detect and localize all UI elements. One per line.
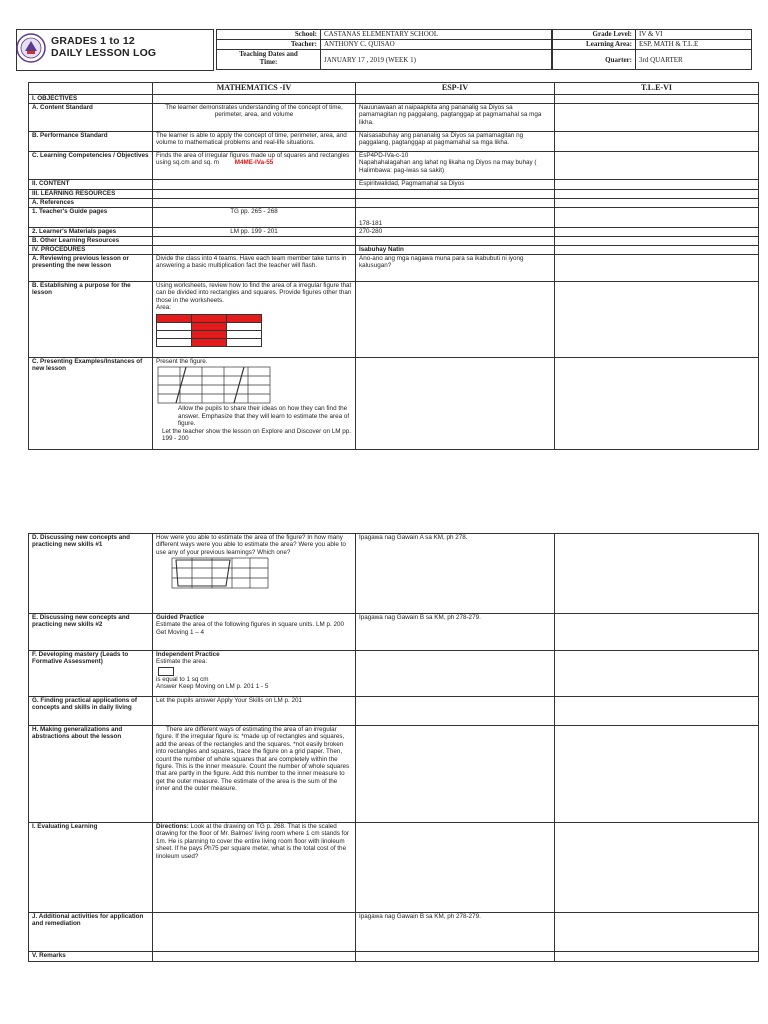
lm-pages-esp: 270-280 [356,228,555,237]
row-applications: G. Finding practical applications of concepts and skills in daily living [29,697,153,726]
area-label: Learning Area: [553,40,636,50]
lesson-log-table [28,82,759,450]
competencies-code: M4ME-IVa-55 [234,159,274,167]
quarter-label: Quarter: [553,50,636,70]
dates-label [217,50,321,70]
content-std-math: The learner demonstrates understanding of the concept of time, perimeter, area, and volume [153,104,356,132]
form-title-line2: DAILY LESSON LOG [51,47,157,59]
row-competencies: C. Learning Competencies / Objectives [29,152,153,180]
row-tg-pages: 1. Teacher's Guide pages [29,208,153,228]
discussing2-math-title: Guided Practice [156,614,204,621]
discussing1-math-text: How were you able to estimate the area of the figure? In how many different ways were you able to estimate the area? Were you able to use any of your previous learnings? Which one? [156,534,346,556]
mastery-math [153,651,356,697]
competencies-esp-text: Napahahalagahan ang lahat ng likaha ng Diyos na may buhay ( Halimbawa: pag-iwas sa sakit) [359,159,537,174]
perf-std-math: The learner is able to apply the concept of time, perimeter, area, and volume to mathematical problems and real-life situations. [153,132,356,152]
perf-std-esp: Naisasabuhay ang pananalig sa Diyos sa pamamagitan ng paggalang, pagtanggap at pagmamahal sa mga likha. [356,132,555,152]
evaluating-math [153,823,356,913]
deped-seal-icon [16,33,46,63]
school-label: School: [217,30,321,40]
dates-label-line1: Teaching Dates and [239,50,298,58]
row-presenting: C. Presenting Examples/Instances of new lesson [29,358,153,450]
row-content: II. CONTENT [29,180,153,190]
row-additional: J. Additional activities for application and remediation [29,913,153,952]
reviewing-math: Divide the class into 4 teams. Have each team member take turns in answering a basic multiplication fact the teacher will flash. [153,255,356,282]
discussing2-math [153,614,356,651]
tg-pages-esp: 178-181 [356,208,555,228]
purpose-math-text: Using worksheets, review how to find the area of a irregular figure that can be divided into rectangles and squares. Provide figures other than those in the worksheets. [156,282,352,304]
row-mastery: F. Developing mastery (Leads to Formative Assessment) [29,651,153,697]
row-other-resources: B. Other Learning Resources [29,237,153,246]
row-lm-pages: 2. Learner's Materials pages [29,228,153,237]
content-std-esp: Nauunawaan at naipaapkita ang pananalig sa Diyos sa pamamagitan ng paggalang, pagtanggap at pagmamahal sa mga likha. [356,104,555,132]
reviewing-esp: Ano-ano ang mga nagawa muna para sa ikabubuti ni iyong kalusugan? [356,255,555,282]
presenting-math [153,358,356,450]
teacher-label: Teacher: [217,40,321,50]
row-references: A. References [29,199,153,208]
teacher-value: ANTHONY C. QUISAO [321,40,552,50]
dates-label-line2: Time: [259,58,278,66]
col-blank [29,83,153,95]
row-evaluating: I. Evaluating Learning [29,823,153,913]
estimate-grid-figure [156,556,276,590]
tg-pages-math: TG pp. 265 - 268 [153,208,356,228]
competencies-math [153,152,356,180]
additional-esp: Ipagawa nag Gawain B sa KM, ph 278-279. [356,913,555,952]
generalization-math: There are different ways of estimating the area of an irregular figure. If the irregular figure is: *made up of rectangles and squares, add the areas of the rectangles and the squares. *not easily broken into rectangles and squares, trace the figure on a grid paper. Then, count the number of whole squares that are completely within the figure. This is the inner measure. Count the number of whole squares that are partly in the figure. Add this number to the inner measure to get the outer measure. The estimate of the area is the sum of the inner and the outer measure. [153,726,356,823]
mastery-math-1: Estimate the area: [156,658,208,666]
col-math: MATHEMATICS -IV [153,83,356,95]
presenting-math-3: Let the teacher show the lesson on Explore and Discover on LM pp. 199 - 200 [162,427,352,443]
discussing1-esp: Ipagawa nag Gawain A sa KM, ph 278. [356,534,555,614]
row-content-std: A. Content Standard [29,104,153,132]
purpose-math [153,282,356,358]
lesson-log-table-continued [28,533,759,962]
procedures-esp: Isabuhay Natin [356,246,555,255]
competencies-esp [356,152,555,180]
presenting-math-2: Allow the pupils to share their ideas on how they can find the answer. Emphasize that they will learn to estimate the area of figure. [178,405,350,428]
row-objectives: I. OBJECTIVES [29,95,153,104]
mastery-math-3: Answer Keep Moving on LM p. 201 1 - 5 [156,683,269,691]
lm-pages-math: LM pp. 199 - 201 [153,228,356,237]
discussing1-math [153,534,356,614]
header-info-left [216,29,552,70]
area-value: ESP, MATH & T.L.E [636,40,752,50]
row-discussing1: D. Discussing new concepts and practicing new skills #1 [29,534,153,614]
evaluating-math-title: Directions: [156,823,189,830]
row-perf-std: B. Performance Standard [29,132,153,152]
parallelogram-grid-figure [156,365,276,405]
area-grid-figure [156,314,262,347]
competencies-math-text: Finds the area of irregular figures made up of squares and rectangles using sq.cm and sq. m [156,152,350,167]
mastery-math-title: Independent Practice [156,651,220,658]
grade-label: Grade Level: [553,30,636,40]
dates-value: JANUARY 17 , 2019 (WEEK 1) [321,50,552,70]
row-generalization: H. Making generalizations and abstractions about the lesson [29,726,153,823]
col-tle: T.L.E-VI [555,83,759,95]
purpose-area-label: Area: [156,304,172,312]
applications-math: Let the pupils answer Apply Your Skills on LM p. 201 [153,697,356,726]
row-reviewing: A. Reviewing previous lesson or presenting the new lesson [29,255,153,282]
grade-value: IV & VI [636,30,752,40]
row-procedures: IV. PROCEDURES [29,246,153,255]
form-title [51,35,156,59]
mastery-math-2: is equal to 1 sq cm [156,675,209,683]
row-resources: III. LEARNING RESOURCES [29,190,153,199]
school-value: CASTANAS ELEMENTARY SCHOOL [321,30,552,40]
discussing2-esp: Ipagawa nag Gawain B sa KM, ph 278-279. [356,614,555,651]
header-info-right [552,29,752,70]
row-remarks: V. Remarks [29,952,153,962]
unit-square-icon [158,667,174,676]
row-purpose: B. Establishing a purpose for the lesson [29,282,153,358]
form-title-line1: GRADES 1 to 12 [51,35,135,47]
presenting-math-1: Present the figure. [156,358,208,365]
content-esp: Espiritwalidad, Pagmamahal sa Diyos [356,180,555,190]
col-esp: ESP-IV [356,83,555,95]
discussing2-math-text: Estimate the area of the following figures in square units. LM p. 200 Get Moving 1 – 4 [156,621,344,636]
evaluating-math-text: Look at the drawing on TG p. 268. That is the scaled drawing for the floor of Mr. Balmes' living room where 1 cm stands for 1m. He is planning to cover the entire living room floor with linoleum sheet. If he pays Ph75 per square meter, what is the total cost of the linoleum used? [156,823,349,860]
competencies-esp-code: EsP4PD-IVa-c-10 [359,152,409,159]
quarter-value: 3rd QUARTER [636,50,752,70]
row-discussing2: E. Discussing new concepts and practicing new skills #2 [29,614,153,651]
